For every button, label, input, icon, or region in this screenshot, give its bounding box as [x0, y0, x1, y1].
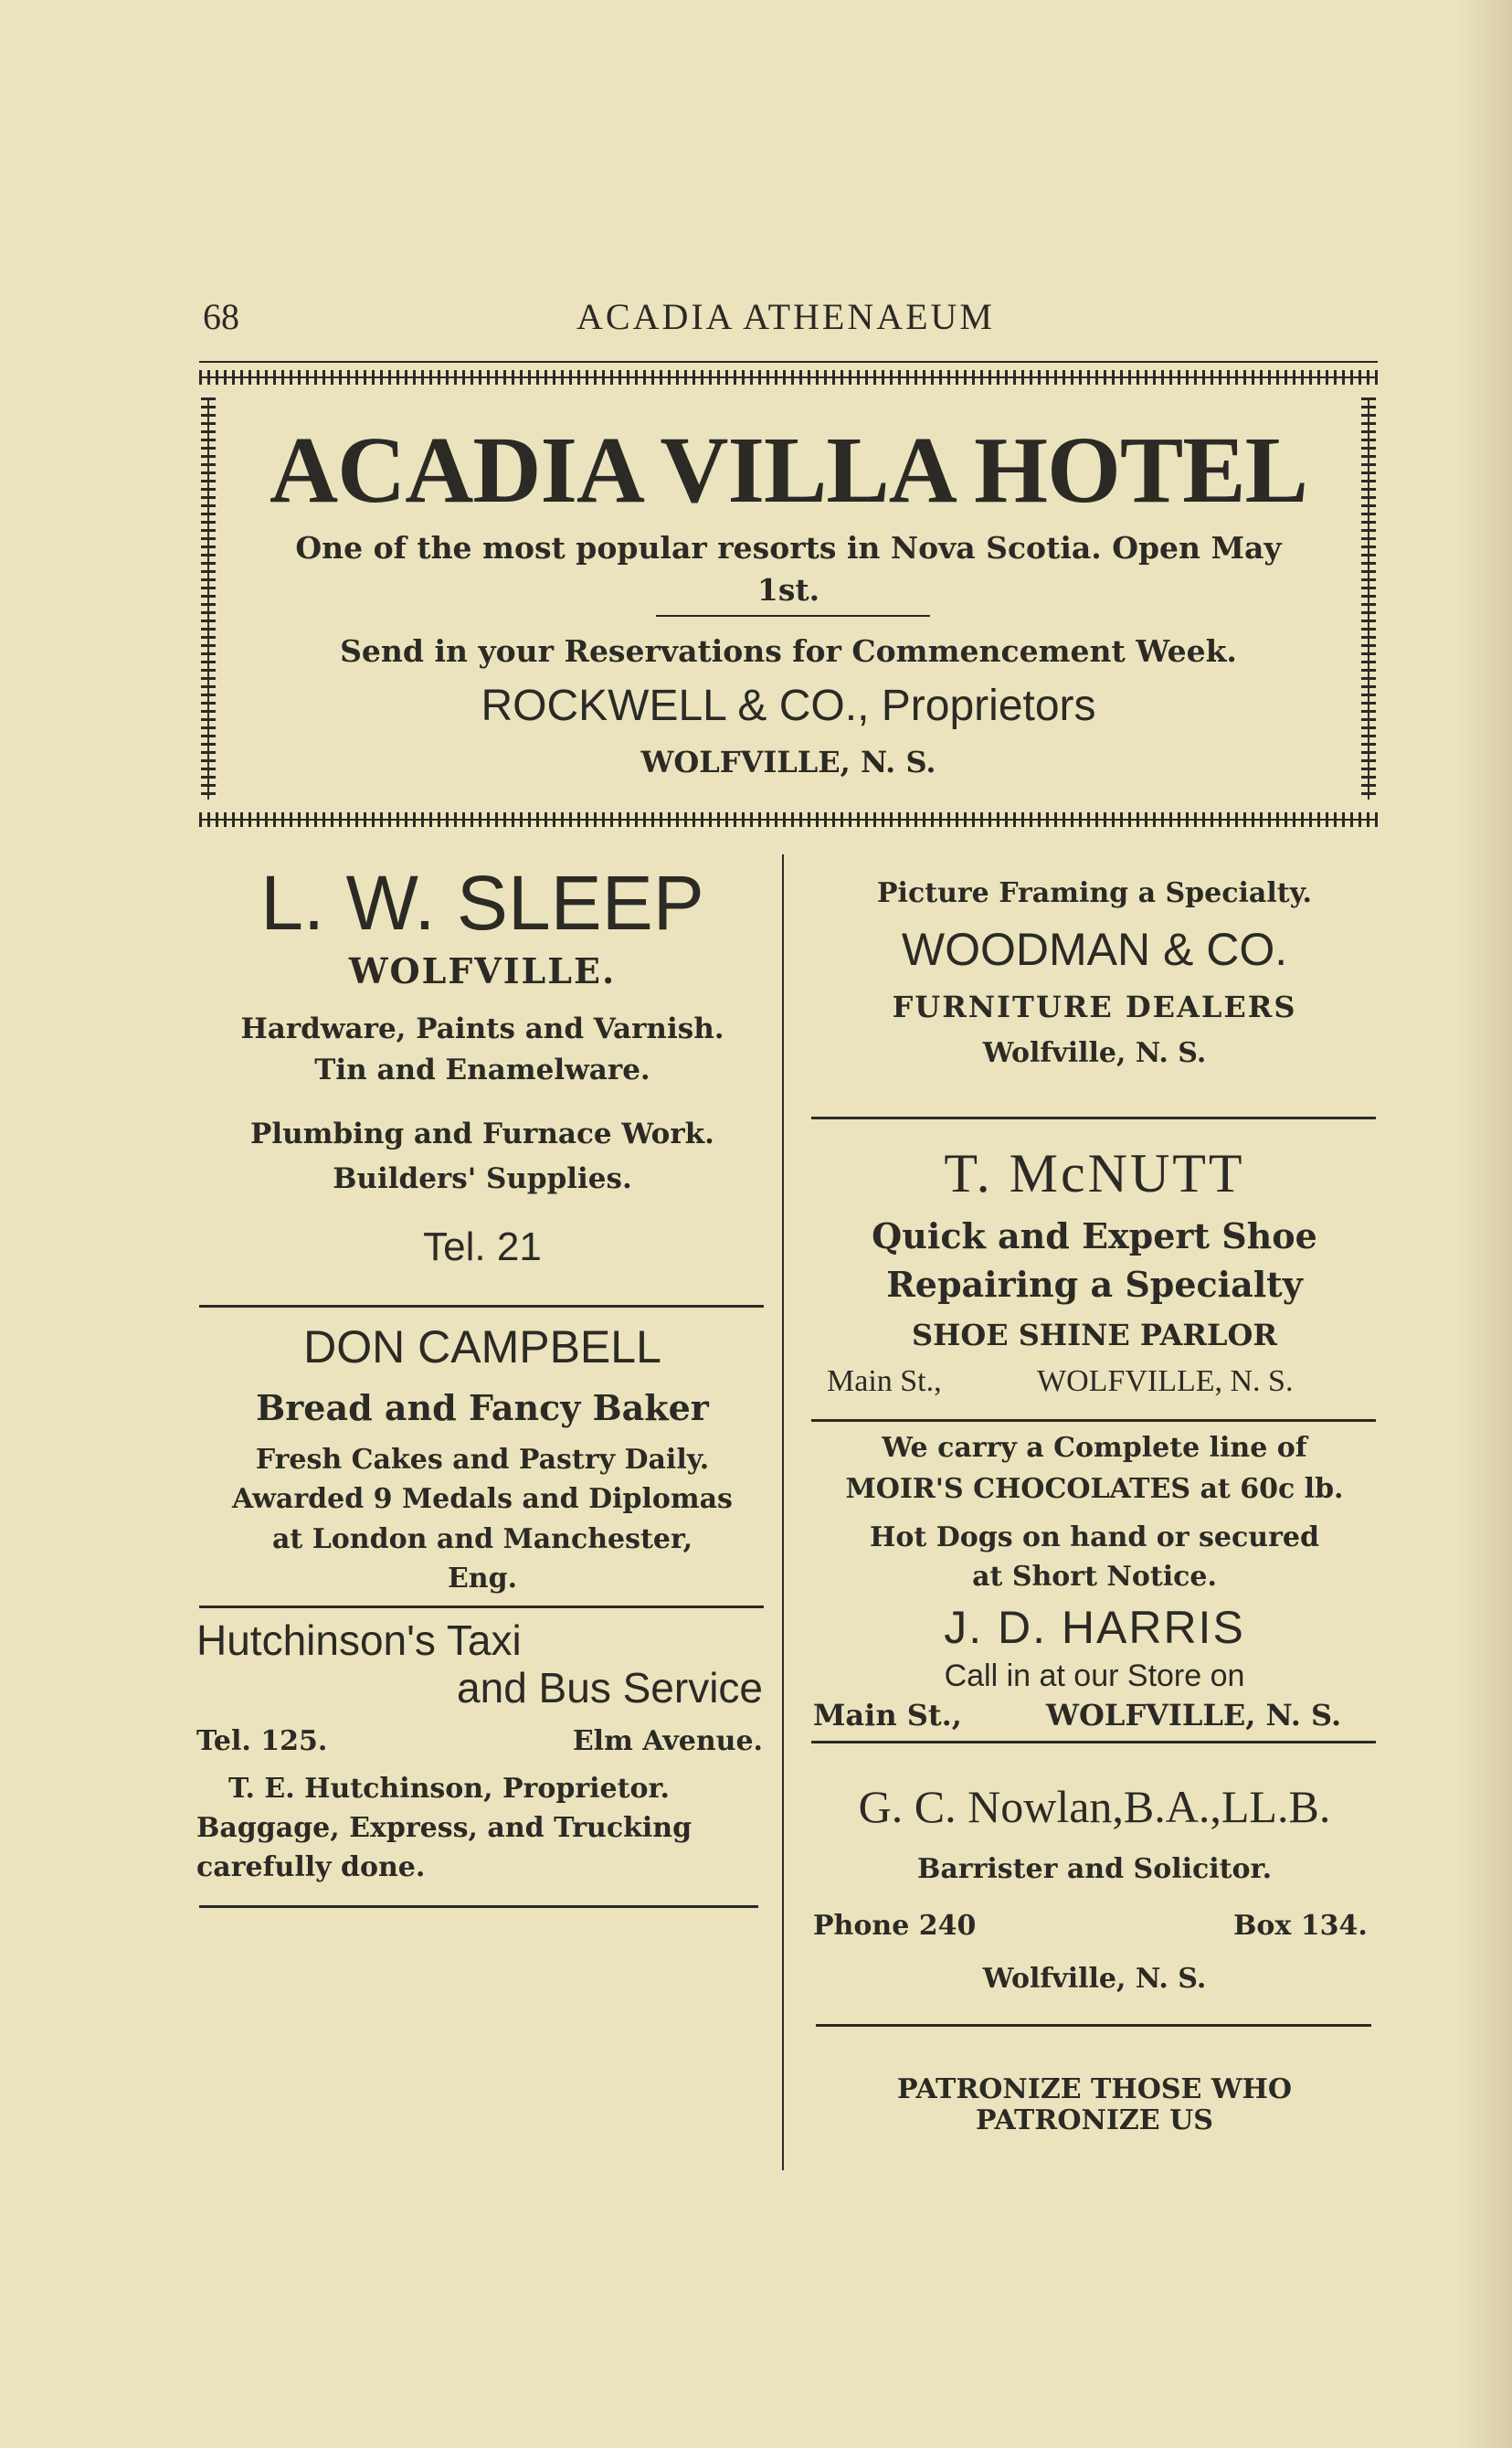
ornament-border-top [199, 370, 1378, 385]
nowlan-place: Wolfville, N. S. [982, 1963, 1207, 1995]
ornament-border-right [1361, 397, 1376, 800]
harris-line-2: MOIR'S CHOCOLATES at 60c lb. [845, 1473, 1344, 1505]
mcnutt-rule [811, 1419, 1376, 1422]
nowlan-phone: Phone 240 [813, 1910, 977, 1942]
hotel-divider [656, 615, 930, 617]
harris-name: J. D. HARRIS [944, 1602, 1245, 1653]
sleep-line-1: Hardware, Paints and Varnish. [240, 1012, 724, 1045]
mcnutt-line-2: Repairing a Specialty [886, 1264, 1303, 1305]
taxi-telephone: Tel. 125. [196, 1725, 328, 1757]
mcnutt-name: T. McNUTT [944, 1143, 1245, 1203]
sleep-name: L. W. SLEEP [260, 860, 704, 946]
nowlan-box: Box 134. [1233, 1910, 1368, 1942]
harris-call: Call in at our Store on [944, 1658, 1245, 1693]
page-number: 68 [203, 296, 239, 337]
patronize-line-1: PATRONIZE THOSE WHO [896, 2073, 1292, 2105]
woodman-subtitle: FURNITURE DEALERS [892, 990, 1297, 1024]
sleep-rule [199, 1305, 764, 1308]
campbell-line-2: Awarded 9 Medals and Diplomas [232, 1483, 733, 1515]
woodman-place: Wolfville, N. S. [982, 1037, 1207, 1069]
woodman-name: WOODMAN & CO. [901, 924, 1288, 975]
campbell-rule [199, 1606, 764, 1608]
nowlan-title: Barrister and Solicitor. [916, 1853, 1273, 1885]
header-rule [199, 361, 1378, 363]
mcnutt-town: WOLFVILLE, N. S. [1037, 1364, 1294, 1398]
nowlan-name: G. C. Nowlan,B.A.,LL.B. [858, 1781, 1331, 1832]
patronize-line-2: PATRONIZE US [976, 2104, 1213, 2136]
sleep-line-3: Plumbing and Furnace Work. [250, 1118, 714, 1150]
hotel-title: ACADIA VILLA HOTEL [270, 418, 1307, 523]
mcnutt-line-1: Quick and Expert Shoe [872, 1215, 1317, 1256]
woodman-rule [811, 1117, 1376, 1119]
taxi-line-3: carefully done. [196, 1851, 426, 1883]
hotel-proprietors: ROCKWELL & CO., Proprietors [481, 682, 1096, 730]
campbell-name: DON CAMPBELL [303, 1321, 661, 1372]
page-edge-shadow [1457, 0, 1512, 2448]
patronize-notice [811, 2074, 1378, 2136]
harris-line-1: We carry a Complete line of [882, 1432, 1307, 1464]
sleep-line-4: Builders' Supplies. [333, 1162, 632, 1195]
campbell-subtitle: Bread and Fancy Baker [256, 1387, 709, 1428]
sleep-town: WOLFVILLE. [348, 950, 617, 991]
campbell-line-1: Fresh Cakes and Pastry Daily. [255, 1444, 710, 1476]
harris-town: WOLFVILLE, N. S. [1046, 1698, 1342, 1733]
sleep-telephone: Tel. 21 [423, 1224, 542, 1269]
hotel-place: WOLFVILLE, N. S. [640, 745, 936, 779]
campbell-line-3: at London and Manchester, [271, 1523, 693, 1555]
campbell-line-4: Eng. [447, 1563, 518, 1595]
journal-title: ACADIA ATHENAEUM [576, 296, 995, 337]
mcnutt-parlor: SHOE SHINE PARLOR [912, 1318, 1277, 1352]
mcnutt-address: Main St., [827, 1364, 942, 1398]
nowlan-rule [816, 2024, 1371, 2027]
woodman-specialty: Picture Framing a Specialty. [876, 877, 1312, 909]
taxi-rule [199, 1905, 758, 1908]
ornament-border-left [201, 397, 216, 800]
column-divider [782, 854, 784, 2170]
hotel-reservations: Send in your Reservations for Commencement Week. [340, 633, 1237, 669]
taxi-address: Elm Avenue. [572, 1725, 763, 1757]
taxi-line-1: T. E. Hutchinson, Proprietor. [228, 1773, 671, 1805]
taxi-title-1: Hutchinson's Taxi [196, 1616, 522, 1664]
hotel-description: One of the most popular resorts in Nova Scotia. Open May 1st. [295, 530, 1282, 608]
harris-address: Main St., [813, 1698, 962, 1733]
harris-rule [811, 1741, 1376, 1743]
taxi-title-2: and Bus Service [457, 1664, 763, 1711]
ornament-border-bottom [199, 812, 1378, 827]
harris-line-3: Hot Dogs on hand or secured [870, 1521, 1319, 1553]
harris-line-4: at Short Notice. [972, 1561, 1217, 1593]
taxi-line-2: Baggage, Express, and Trucking [196, 1812, 693, 1844]
hotel-advertisement [199, 370, 1378, 827]
sleep-line-2: Tin and Enamelware. [314, 1054, 650, 1086]
